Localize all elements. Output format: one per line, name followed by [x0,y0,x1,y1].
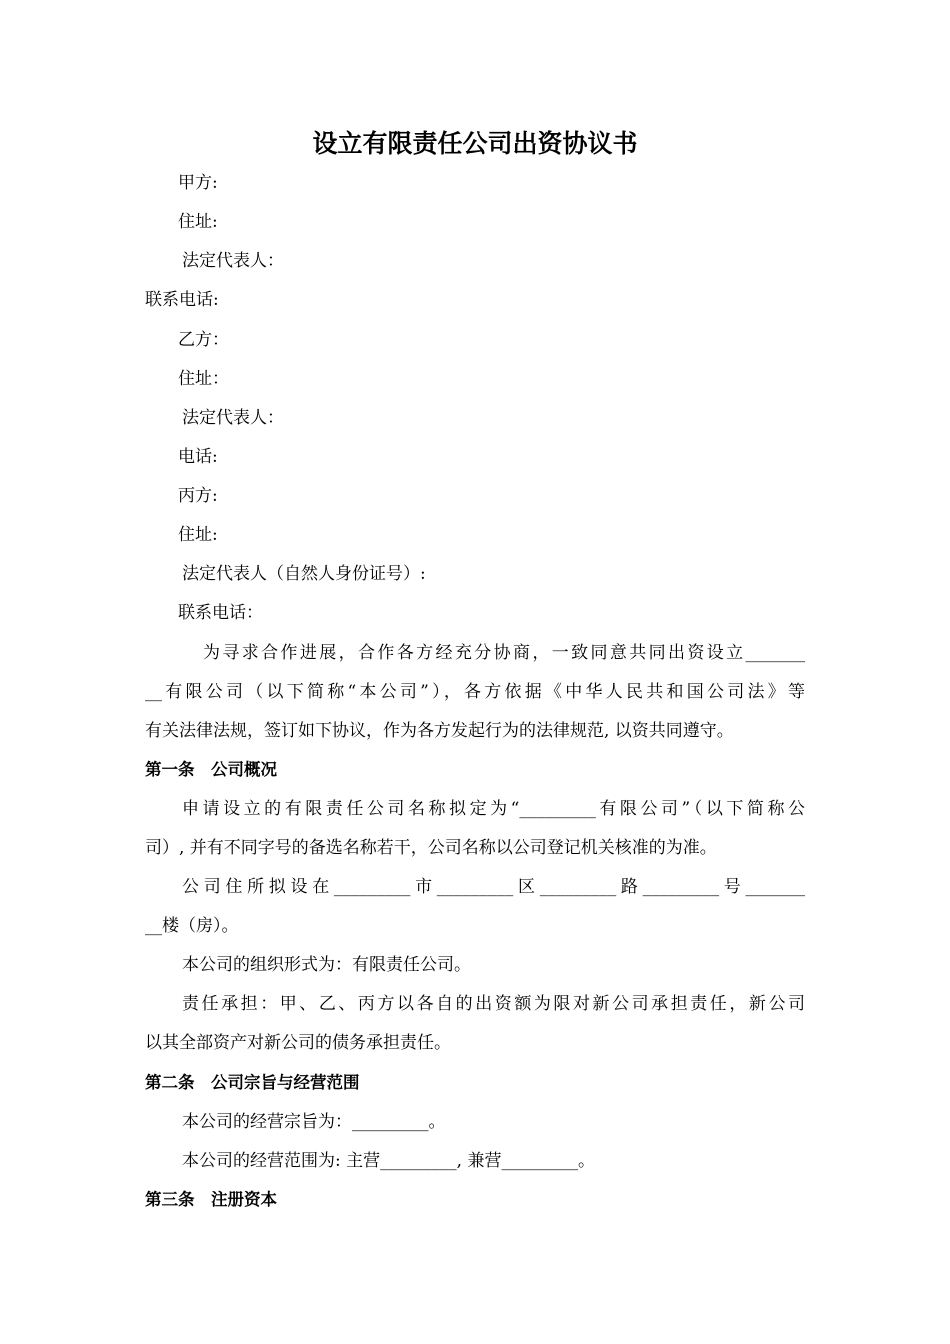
preamble-line-3: 有关法律法规，签订如下协议，作为各方发起行为的法律规范, 以资共同遵守。 [145,721,734,741]
preamble-line-1: 为寻求合作进展，合作各方经充分协商，一致同意共同出资设立_______ [203,643,805,663]
article-1-p4-line-2: 以其全部资产对新公司的债务承担责任。 [145,1033,451,1053]
party-b-address: 住址： [178,369,229,389]
article-1-p4-line-1: 责任承担：甲、乙、丙方以各自的出资额为限对新公司承担责任，新公司 [182,994,805,1014]
party-b-rep: 法定代表人： [182,408,284,428]
party-c-label: 丙方: [178,486,218,506]
document-title: 设立有限责任公司出资协议书 [312,129,638,158]
party-c-address: 住址: [178,525,218,545]
party-b-label: 乙方： [178,330,229,350]
party-c-phone: 联系电话： [178,603,263,623]
party-c-rep: 法定代表人（自然人身份证号）: [182,564,426,584]
preamble-line-2: __有限公司（以下简称“本公司”），各方依据《中华人民共和国公司法》等 [145,682,805,702]
article-2-p1: 本公司的经营宗旨为：_________。 [182,1112,446,1132]
article-1-p3: 本公司的组织形式为：有限责任公司。 [182,955,471,975]
article-1-p1-line-2: 司）, 并有不同字号的备选名称若干，公司名称以公司登记机关核准的为准。 [145,838,717,858]
article-2-p2: 本公司的经营范围为: 主营_________, 兼营_________。 [182,1151,595,1171]
article-1-p2-line-2: __楼（房）。 [145,916,239,936]
party-a-label: 甲方: [178,173,218,193]
article-3-heading: 第三条 注册资本 [145,1190,277,1209]
party-b-phone: 电话: [178,447,218,467]
article-1-heading: 第一条 公司概况 [145,760,277,779]
article-1-p1-line-1: 申请设立的有限责任公司名称拟定为“_________有限公司”（以下简称公 [182,799,805,819]
party-a-address: 住址: [178,212,218,232]
party-a-phone: 联系电话: [145,290,219,310]
article-1-p2-line-1: 公司住所拟设在_________市_________区_________路_________号_______ [182,877,805,897]
party-a-rep: 法定代表人： [182,251,284,271]
article-2-heading: 第二条 公司宗旨与经营范围 [145,1073,360,1092]
